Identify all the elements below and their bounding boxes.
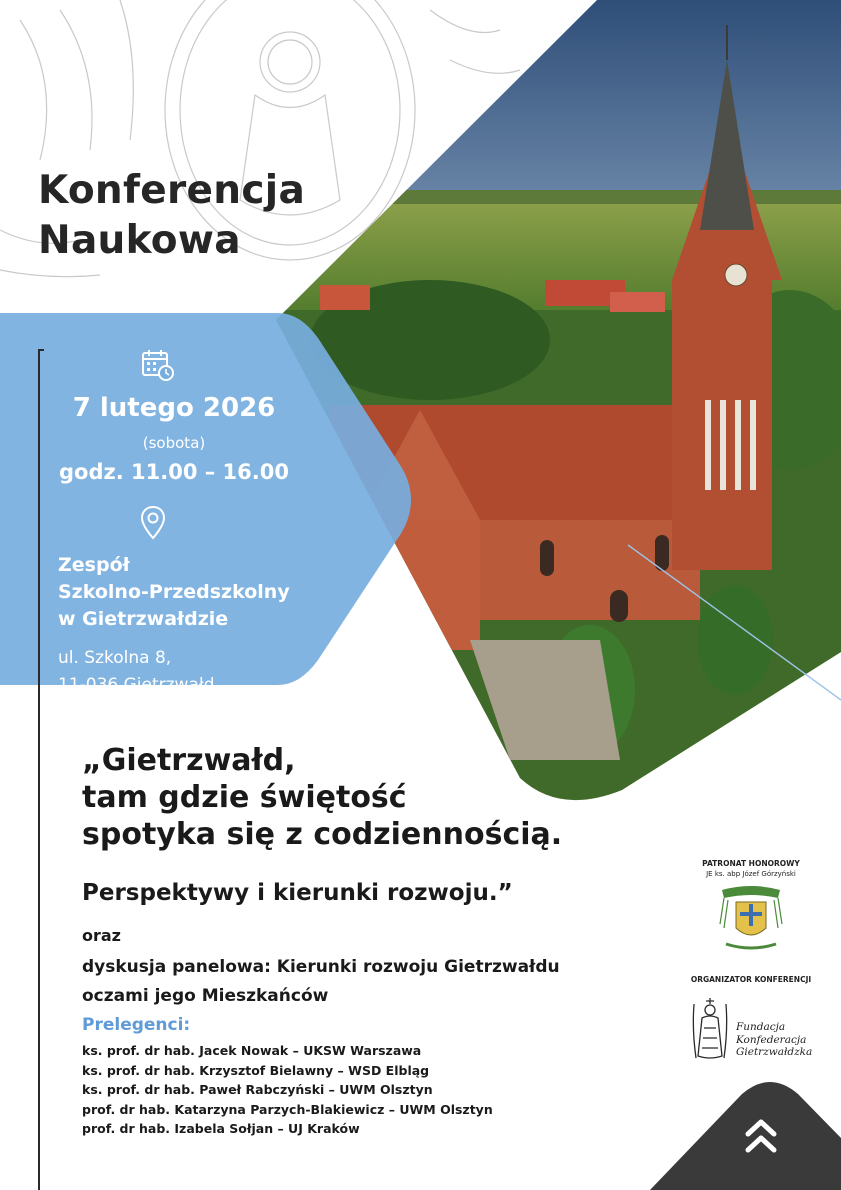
conference-theme [82, 742, 562, 853]
organizer-name [736, 1021, 812, 1059]
event-weekday: (sobota) [142, 434, 206, 452]
calendar-clock-icon [140, 347, 176, 383]
address-line-1: ul. Szkolna 8, [58, 648, 172, 668]
connector-text: oraz [82, 926, 121, 945]
organizer-line-3: Gietrzwałdzka [736, 1046, 813, 1058]
location-pin-icon [140, 505, 166, 541]
speaker-item: ks. prof. dr hab. Krzysztof Bielawny – WSD Elbląg [82, 1062, 430, 1078]
organizer-line-1: Fundacja [736, 1021, 786, 1033]
event-date: 7 lutego 2026 [72, 393, 276, 423]
panel-line-1: dyskusja panelowa: Kierunki rozwoju Gietrzwałdu [82, 957, 560, 977]
speaker-item: prof. dr hab. Katarzyna Parzych-Blakiewicz – UWM Olsztyn [82, 1101, 493, 1117]
event-hours: godz. 11.00 – 16.00 [59, 460, 289, 484]
venue-address [58, 645, 215, 699]
title-line-2: Naukowa [38, 218, 241, 263]
venue-line-2: Szkolno-Przedszkolny [58, 581, 290, 603]
headline-line-1: „Gietrzwałd, [82, 743, 296, 778]
organizer-line-2: Konfederacja [736, 1033, 807, 1046]
organizer-label: ORGANIZATOR KONFERENCJI [690, 975, 812, 984]
headline-line-2: tam gdzie świętość [82, 780, 407, 815]
madonna-emblem-icon [690, 994, 730, 1062]
speaker-item: prof. dr hab. Izabela Sołjan – UJ Kraków [82, 1121, 360, 1136]
venue-line-1: Zespół [58, 554, 130, 576]
speakers-heading: Prelegenci: [82, 1015, 191, 1035]
speaker-item: ks. prof. dr hab. Jacek Nowak – UKSW Warszawa [82, 1043, 422, 1058]
address-line-2: 11-036 Gietrzwałd [58, 675, 215, 695]
patronage-label: PATRONAT HONOROWY [702, 859, 800, 868]
patron-name: JE ks. abp Józef Górzyński [706, 870, 796, 878]
speakers-list [82, 1041, 493, 1139]
page-title [38, 166, 305, 266]
panel-line-2: oczami jego Mieszkańców [82, 986, 329, 1006]
double-chevron-up-icon[interactable] [744, 1116, 778, 1156]
theme-subtitle: Perspektywy i kierunki rozwoju.” [82, 880, 513, 906]
headline-line-3: spotyka się z codziennością. [82, 817, 563, 852]
speaker-item: ks. prof. dr hab. Paweł Rabczyński – UWM Olsztyn [82, 1082, 433, 1097]
coat-of-arms-icon [718, 884, 784, 954]
venue-line-3: w Gietrzwałdzie [58, 608, 229, 630]
title-line-1: Konferencja [38, 168, 306, 213]
panel-discussion [82, 953, 560, 1011]
venue-name [58, 552, 290, 633]
